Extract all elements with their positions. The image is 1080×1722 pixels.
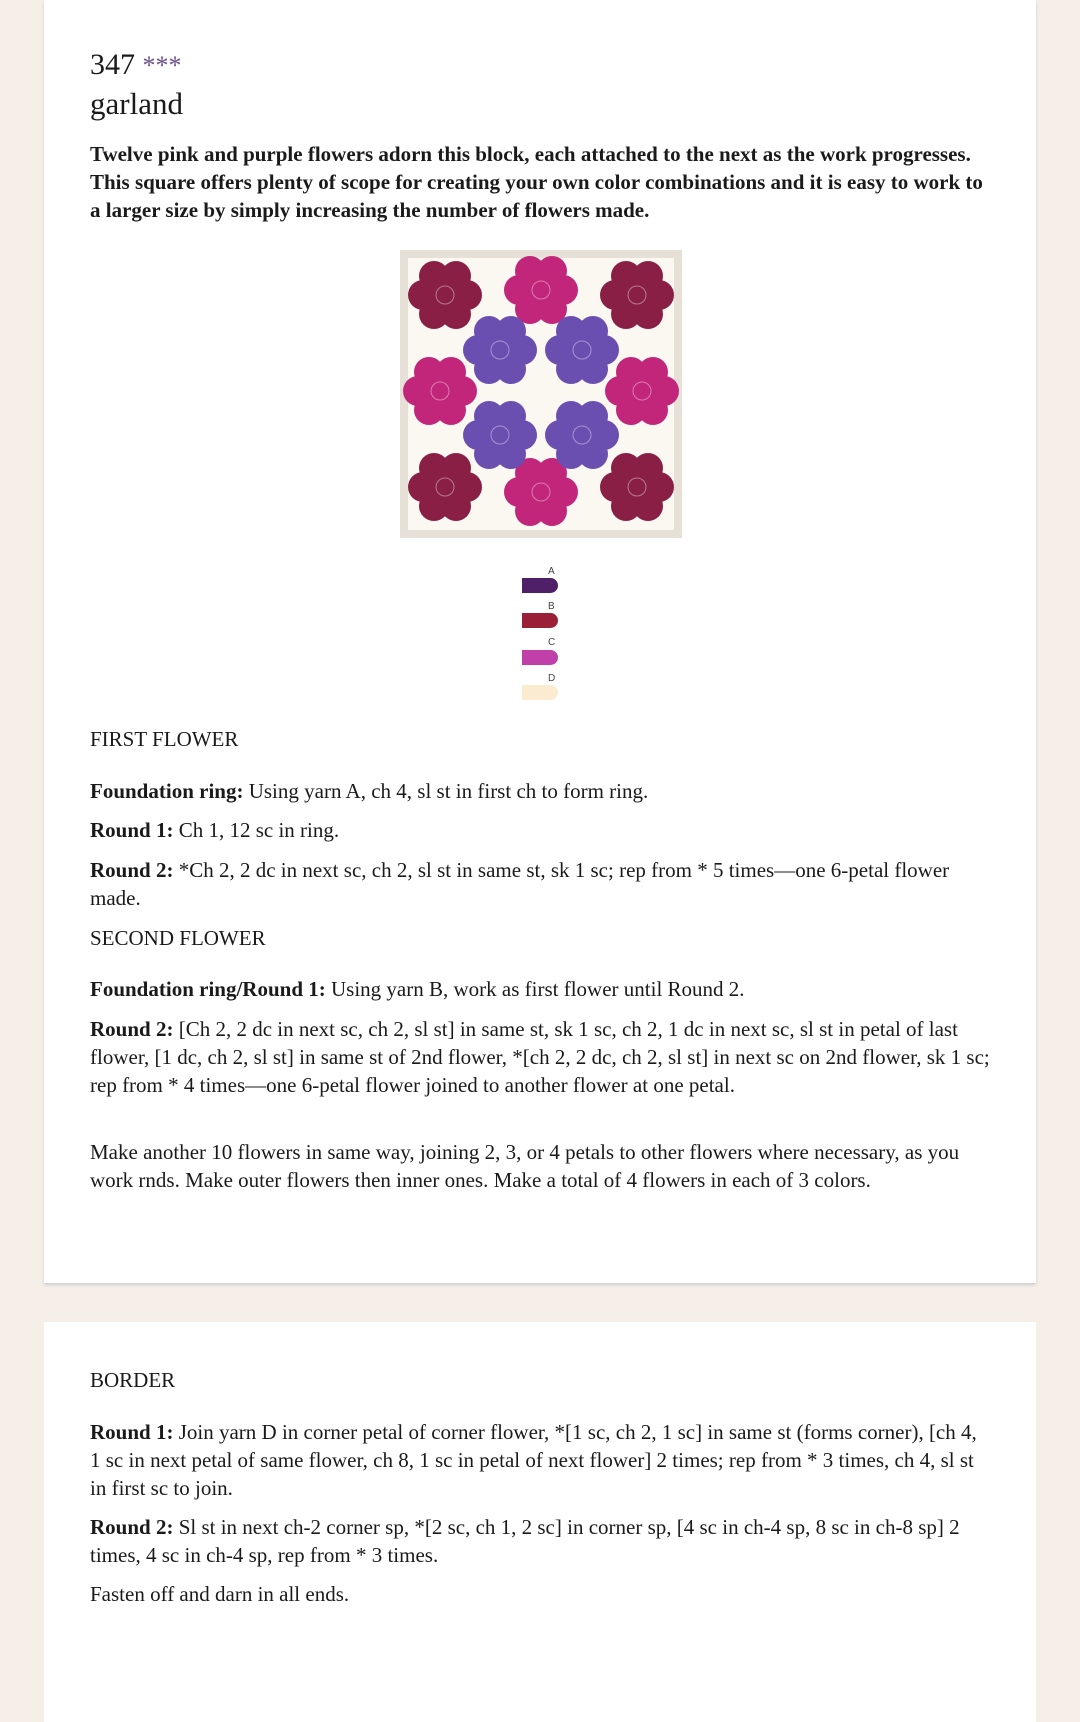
border-round-1-text bbox=[90, 1418, 990, 1502]
round-2-text bbox=[90, 856, 990, 912]
border-round-2-text bbox=[90, 1513, 990, 1569]
pattern-number bbox=[90, 48, 990, 83]
crochet-square-photo bbox=[400, 250, 682, 538]
label: Round 1: bbox=[90, 1420, 174, 1444]
text: Using yarn A, ch 4, sl st in first ch to form ring. bbox=[243, 779, 649, 803]
label: Foundation ring/Round 1: bbox=[90, 977, 326, 1001]
text: [Ch 2, 2 dc in next sc, ch 2, sl st] in same st, sk 1 sc, ch 2, 1 dc in next sc, sl st in petal of last flower, [1 dc, ch 2, sl st] in same st of 2nd flower, *[ch 2, 2 dc, ch 2, sl st] in next sc on 2nd flower, sk 1 sc; rep from * 4 times—one 6-petal flower joined to another flower at one petal. bbox=[90, 1017, 990, 1097]
text: Ch 1, 12 sc in ring. bbox=[173, 818, 340, 842]
heading-first-flower: FIRST FLOWER bbox=[90, 727, 239, 751]
more-flowers-text: Make another 10 flowers in same way, joining 2, 3, or 4 petals to other flowers where necessary, as you work rnds. Make outer flowers then inner ones. Make a total of 4 flowers in each of 3 colors. bbox=[90, 1140, 960, 1192]
yarn-d-label: D bbox=[548, 673, 556, 684]
text: *Ch 2, 2 dc in next sc, ch 2, sl st in same st, sk 1 sc; rep from * 5 times—one 6-petal flower made. bbox=[90, 858, 950, 910]
pattern-title: garland bbox=[90, 86, 183, 121]
heading-border: BORDER bbox=[90, 1368, 176, 1392]
yarn-b-swatch bbox=[522, 613, 558, 628]
page-card-2 bbox=[44, 1322, 1036, 1722]
yarn-c-label: C bbox=[548, 637, 556, 648]
yarn-c-swatch bbox=[522, 650, 558, 665]
foundation-ring-text bbox=[90, 777, 990, 805]
text: Using yarn B, work as first flower until Round 2. bbox=[325, 977, 745, 1001]
label: Foundation ring: bbox=[90, 779, 244, 803]
yarn-d-swatch bbox=[522, 685, 558, 700]
round-1-text bbox=[90, 816, 990, 844]
heading-second-flower: SECOND FLOWER bbox=[90, 926, 266, 950]
label: Round 2: bbox=[90, 858, 174, 882]
label: Round 1: bbox=[90, 818, 174, 842]
intro-text: Twelve pink and purple flowers adorn this block, each attached to the next as the work progresses. This square offers plenty of scope for creating your own color combinations and it is easy to work to a larger size by simply increasing the number of flowers made. bbox=[90, 142, 983, 222]
second-foundation-text bbox=[90, 975, 990, 1003]
yarn-b-label: B bbox=[548, 601, 555, 612]
label: Round 2: bbox=[90, 1515, 174, 1539]
text: Join yarn D in corner petal of corner flower, *[1 sc, ch 2, 1 sc] in same st (forms corner), [ch 4, 1 sc in next petal of same flower, ch 8, 1 sc in petal of next flower] 2 times; rep from * 3 times, ch 4, sl st in first sc to join. bbox=[90, 1420, 977, 1500]
fasten-off-text: Fasten off and darn in all ends. bbox=[90, 1582, 350, 1606]
number: 347 bbox=[90, 48, 135, 81]
page-card-1 bbox=[44, 0, 1036, 1283]
text: Sl st in next ch-2 corner sp, *[2 sc, ch 1, 2 sc] in corner sp, [4 sc in ch-4 sp, 8 sc in ch-8 sp] 2 times, 4 sc in ch-4 sp, rep from * 3 times. bbox=[90, 1515, 960, 1567]
yarn-a-swatch bbox=[522, 578, 558, 593]
label: Round 2: bbox=[90, 1017, 174, 1041]
yarn-a-label: A bbox=[548, 566, 555, 577]
second-round-2-text bbox=[90, 1015, 990, 1099]
difficulty-stars: *** bbox=[142, 51, 182, 80]
